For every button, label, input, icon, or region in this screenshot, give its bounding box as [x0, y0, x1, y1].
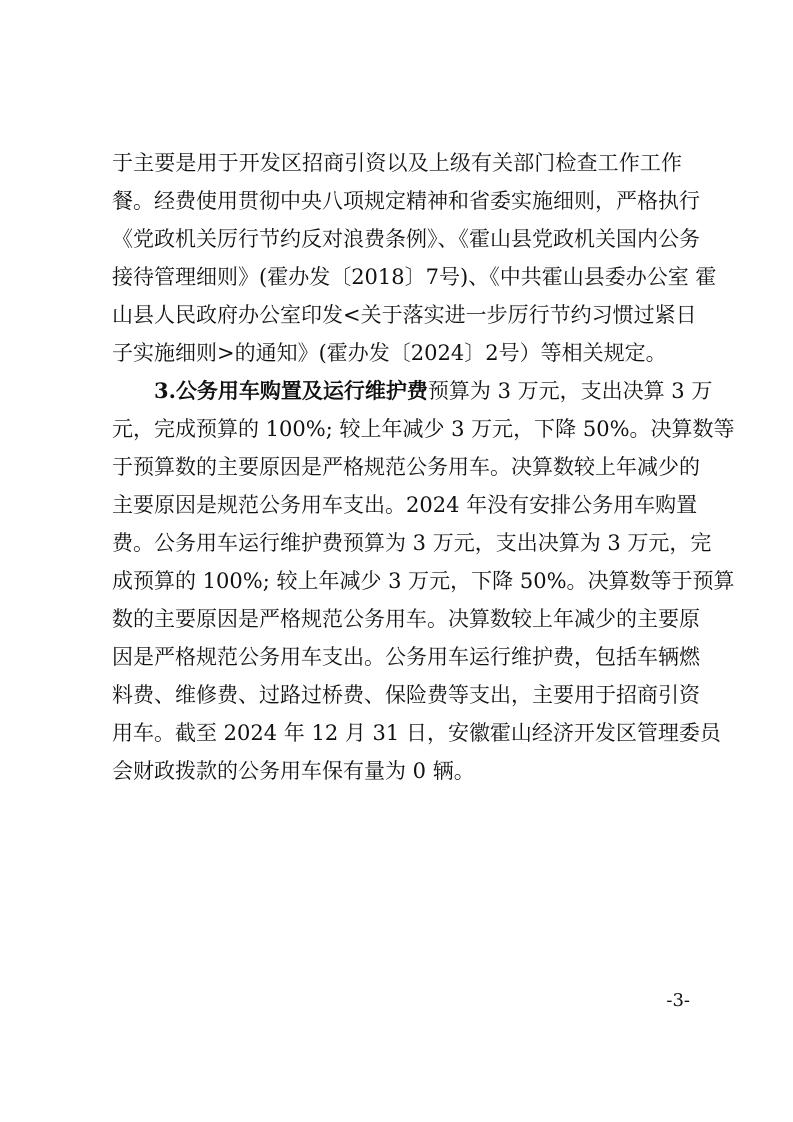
- paragraph-2-line-1: [154, 376, 713, 406]
- paragraph-2-line-1-text: 预算为 3 万元，支出决算 3 万: [427, 379, 713, 403]
- paragraph-2-line-5: 费。公务用车运行维护费预算为 3 万元，支出决算为 3 万元，完: [112, 531, 712, 555]
- paragraph-2-line-3: 于预算数的主要原因是严格规范公务用车。决算数较上年减少的: [112, 455, 700, 479]
- paragraph-2-line-4: 主要原因是规范公务用车支出。2024 年没有安排公务用车购置: [112, 493, 698, 517]
- paragraph-2-line-9: 料费、维修费、过路过桥费、保险费等支出，主要用于招商引资: [112, 683, 700, 707]
- paragraph-2-line-2: 元，完成预算的 100%; 较上年减少 3 万元，下降 50%。决算数等: [112, 417, 735, 441]
- paragraph-1-line-1: 于主要是用于开发区招商引资以及上级有关部门检查工作工作: [112, 151, 682, 175]
- section-heading: 3.公务用车购置及运行维护费: [154, 378, 428, 403]
- paragraph-2-line-8: 因是严格规范公务用车支出。公务用车运行维护费，包括车辆燃: [112, 645, 700, 669]
- paragraph-2-line-6: 成预算的 100%; 较上年减少 3 万元，下降 50%。决算数等于预算: [112, 569, 735, 593]
- paragraph-2-line-11: 会财政拨款的公务用车保有量为 0 辆。: [112, 759, 475, 783]
- paragraph-1-line-4: 接待管理细则》(霍办发〔2018〕7号)、《中共霍山县委办公室 霍: [112, 265, 717, 289]
- paragraph-1-line-6: 子实施细则>的通知》(霍办发〔2024〕2号）等相关规定。: [112, 341, 667, 365]
- paragraph-2-line-7: 数的主要原因是严格规范公务用车。决算数较上年减少的主要原: [112, 607, 700, 631]
- paragraph-1-line-3: 《党政机关厉行节约反对浪费条例》、《霍山县党政机关国内公务: [112, 227, 700, 251]
- paragraph-1-line-5: 山县人民政府办公室印发<关于落实进一步厉行节约习惯过紧日: [112, 303, 697, 327]
- page-number: -3-: [666, 990, 690, 1011]
- paragraph-2-line-10: 用车。截至 2024 年 12 月 31 日，安徽霍山经济开发区管理委员: [112, 721, 721, 745]
- paragraph-1-line-2: 餐。经费使用贯彻中央八项规定精神和省委实施细则，严格执行: [112, 189, 700, 213]
